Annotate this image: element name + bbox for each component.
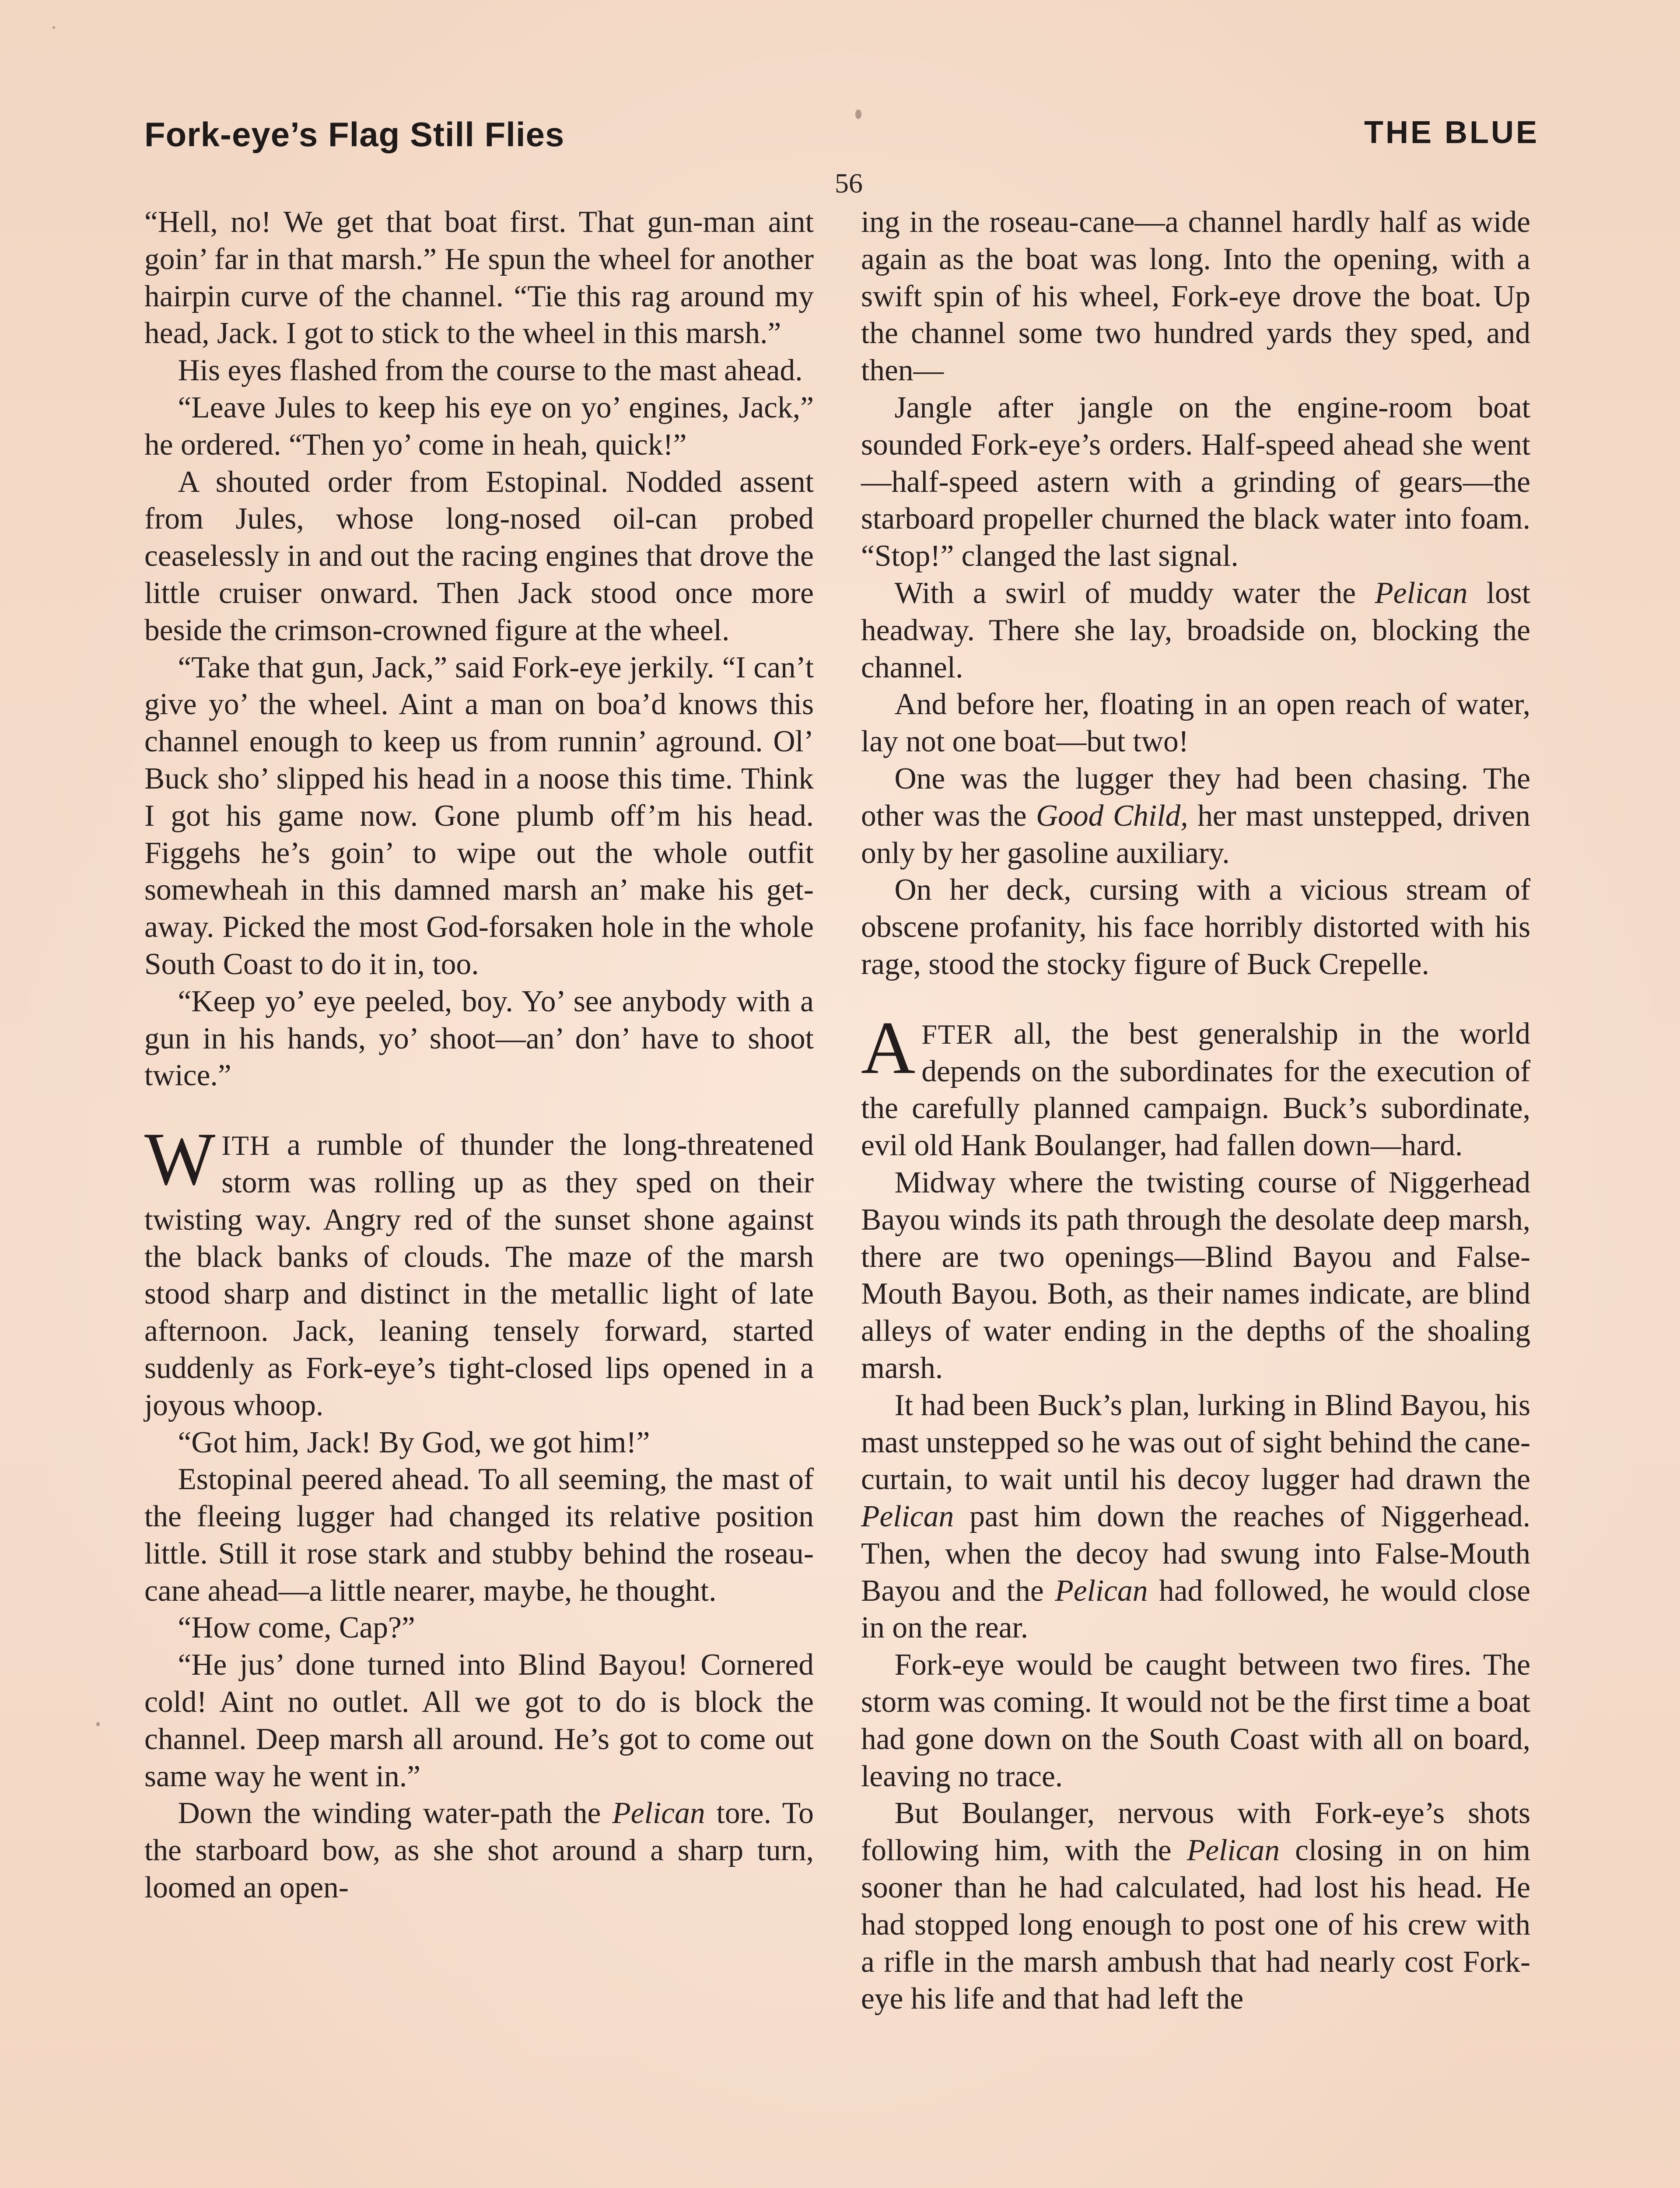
paper-blemish [96, 1722, 100, 1726]
paragraph: And before her, floating in an open reach of water, lay not one boat—but two! [861, 687, 1530, 759]
paragraph: A shouted order from Estopinal. Nodded assent from Jules, whose long-nosed oil-can probed ceaselessly in and out the racing engines that drove the little cruiser onward. Then Jack stood once more beside the crimson-crowned figure at the wheel. [144, 465, 814, 647]
paragraph [861, 1387, 1530, 1647]
drop-cap: W [144, 1118, 216, 1201]
section-opening-paragraph [861, 1006, 1530, 1164]
paragraph: “Take that gun, Jack,” said Fork-eye jerkily. “I can’t give yo’ the wheel. Aint a man on boa’d knows this channel enough to keep us from runnin’ aground. Ol’ Buck sho’ slipped his head in a noose this time. Think I got his game now. Gone plumb off’m his head. Figgehs he’s goin’ to wipe out the whole outfit somewheah in this damned marsh an’ make his get-away. Picked the most God-forsaken hole in the whole South Coast to do it in, too. [144, 650, 814, 981]
section-opening-paragraph [144, 1118, 814, 1424]
left-column [144, 204, 814, 1907]
paper-blemish [855, 109, 861, 119]
paragraph: Estopinal peered ahead. To all seeming, the mast of the fleeing lugger had changed its relative position little. Still it rose stark and stubby behind the roseau-cane ahead—a little nearer, maybe, he thought. [144, 1462, 814, 1608]
paragraph: His eyes flashed from the course to the mast ahead. [178, 354, 803, 388]
paragraph-text: It had been Buck’s plan, lurking in Blind Bayou, his mast unstepped so he was out of sight behind the cane-curtain, to wait until his decoy lugger had drawn the [861, 1388, 1530, 1497]
page-number: 56 [835, 168, 863, 199]
paragraph-text: past him down the reaches of Niggerhead. Then, when the decoy had swung into False-Mouth Bayou and the [861, 1500, 1530, 1608]
paragraph: “Keep yo’ eye peeled, boy. Yo’ see anybody with a gun in his hands, yo’ shoot—an’ don’ have to shoot twice.” [144, 984, 814, 1093]
paragraph-text: all, the best generalship in the world depends on the subordinates for the execution of the carefully planned campaign. Buck’s subordinate, evil old Hank Boulanger, had fallen down—hard. [861, 1017, 1530, 1163]
paragraph [144, 1795, 814, 1906]
paragraph: Jangle after jangle on the engine-room boat sounded Fork-eye’s orders. Half-speed ahead she went—half-speed astern with a grinding of gears—the starboard propeller churned the black water into foam. “Stop!” clanged the last signal. [861, 390, 1530, 573]
paragraph-text: had followed, he would close in on the rear. [861, 1574, 1531, 1645]
boat-name: Pelican [612, 1796, 705, 1830]
paragraph: Fork-eye would be caught between two fires. The storm was coming. It would not be the first time a boat had gone down on the South Coast with all on board, leaving no trace. [861, 1648, 1530, 1793]
paragraph-text: closing in on him sooner than he had calculated, had lost his head. He had stopped long enough to post one of his crew with a rifle in the marsh ambush that had nearly cost Fork-eye his life and that had left the [861, 1834, 1530, 2016]
paragraph: On her deck, cursing with a vicious stream of obscene profanity, his face horribly distorted with his rage, stood the stocky figure of Buck Crepelle. [861, 873, 1530, 981]
story-title: Fork-eye’s Flag Still Flies [144, 115, 565, 154]
boat-name: Good Child, [1036, 799, 1188, 833]
small-caps-lead: FTER [921, 1018, 994, 1050]
paragraph-text: her mast unstepped, driven only by her gasoline auxiliary. [861, 799, 1530, 870]
paragraph: “He jus’ done turned into Blind Bayou! Cornered cold! Aint no outlet. All we got to do is block the channel. Deep marsh all around. He’s got to come out same way he went in.” [144, 1648, 814, 1793]
drop-cap: A [861, 1006, 916, 1090]
magazine-name: THE BLUE [1364, 115, 1539, 150]
paragraph [861, 575, 1530, 686]
paragraph-text: Down the winding water-path the [178, 1796, 612, 1830]
paragraph-text: tore. To the starboard bow, as she shot around a sharp turn, loomed an open- [144, 1796, 814, 1905]
paragraph-text: But Boulanger, nervous with Fork-eye’s shots following him, with the [861, 1796, 1530, 1868]
paragraph [861, 1795, 1530, 2018]
paper-blemish [52, 26, 55, 29]
small-caps-lead: ITH [221, 1130, 271, 1161]
paragraph [861, 761, 1530, 872]
paragraph: ing in the roseau-cane—a channel hardly half as wide again as the boat was long. Into the opening, with a swift spin of his wheel, Fork-eye drove the boat. Up the channel some two hundred yards they sped, and then— [861, 205, 1530, 388]
paragraph: “Got him, Jack! By God, we got him!” [178, 1425, 650, 1459]
paragraph-text: a rumble of thunder the long-threatened storm was rolling up as they sped on their twisting way. Angry red of the sunset shone against the black banks of clouds. The maze of the marsh stood sharp and distinct in the metallic light of late afternoon. Jack, leaning tensely forward, started suddenly as Fork-eye’s tight-closed lips opened in a joyous whoop. [144, 1128, 814, 1422]
paragraph: “How come, Cap?” [178, 1611, 415, 1645]
paragraph: Midway where the twisting course of Niggerhead Bayou winds its path through the desolate deep marsh, there are two openings—Blind Bayou and False-Mouth Bayou. Both, as their names indicate, are blind alleys of water ending in the depths of the shoaling marsh. [861, 1165, 1530, 1385]
paragraph-text: With a swirl of muddy water the [894, 576, 1375, 610]
paragraph-text: One was the lugger they had been chasing. The other was the [861, 761, 1530, 833]
paragraph: “Hell, no! We get that boat first. That gun-man aint goin’ far in that marsh.” He spun the wheel for another hairpin curve of the channel. “Tie this rag around my head, Jack. I got to stick to the wheel in this marsh.” [144, 205, 814, 351]
paragraph-text: lost headway. There she lay, broadside on, blocking the channel. [861, 576, 1530, 684]
boat-name: Pelican [1055, 1574, 1148, 1608]
paragraph: “Leave Jules to keep his eye on yo’ engines, Jack,” he ordered. “Then yo’ come in heah, quick!” [144, 390, 814, 462]
boat-name: Pelican [861, 1500, 954, 1534]
right-column [861, 204, 1530, 2018]
boat-name: Pelican [1375, 576, 1468, 610]
boat-name: Pelican [1186, 1834, 1280, 1868]
